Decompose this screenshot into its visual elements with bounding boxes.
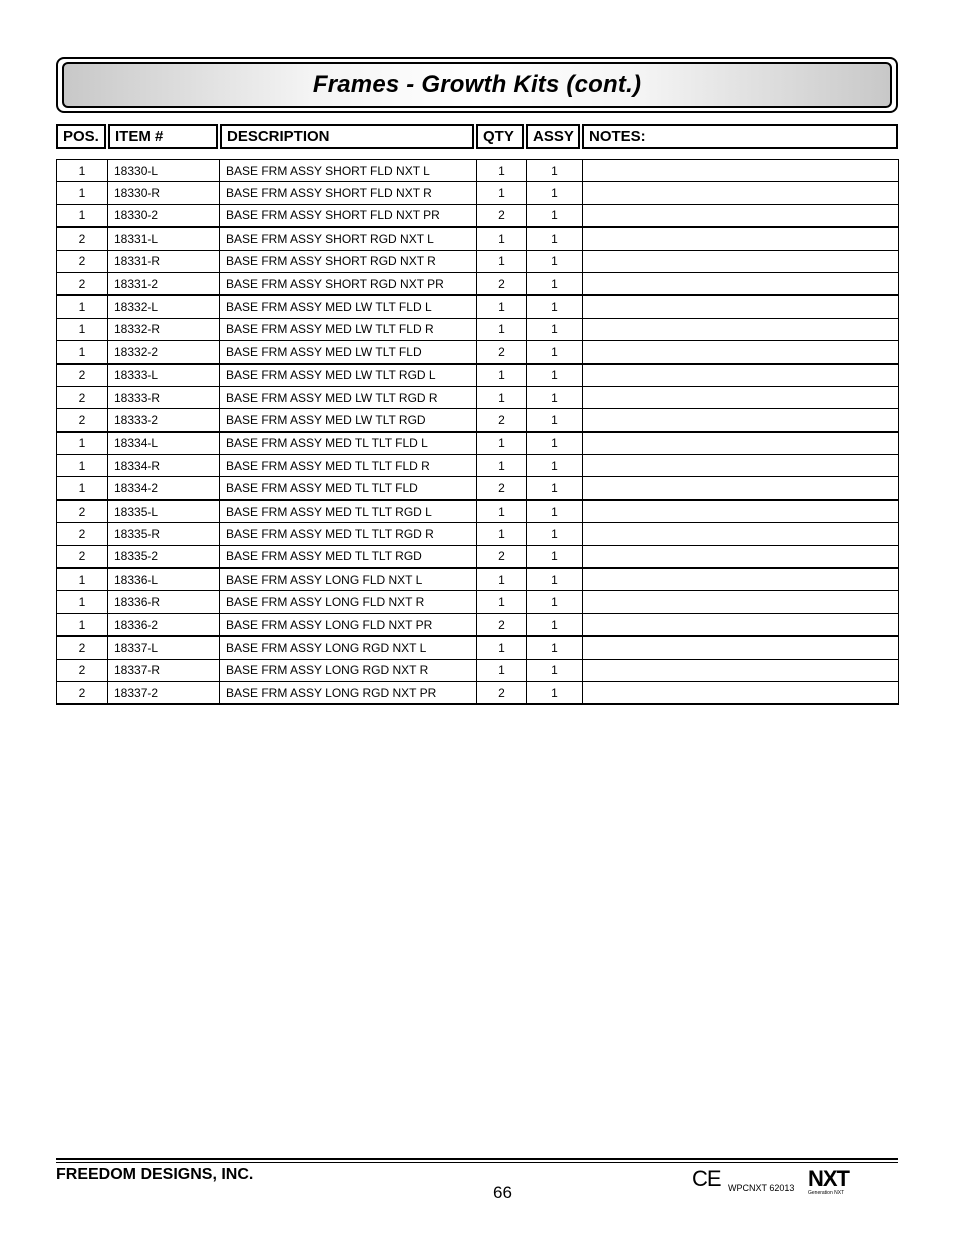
cell-qty: 1	[477, 182, 527, 204]
table-row	[57, 341, 899, 364]
table-row	[57, 681, 899, 704]
cell-description: BASE FRM ASSY LONG FLD NXT PR	[220, 613, 477, 636]
cell-description: BASE FRM ASSY SHORT RGD NXT PR	[220, 272, 477, 295]
cell-qty: 2	[477, 681, 527, 704]
cell-notes	[583, 477, 899, 500]
cell-notes	[583, 272, 899, 295]
cell-assy: 1	[527, 409, 583, 432]
cell-assy: 1	[527, 613, 583, 636]
cell-pos: 2	[57, 250, 108, 272]
company-name: FREEDOM DESIGNS, INC.	[56, 1166, 254, 1183]
cell-item: 18333-L	[108, 364, 220, 387]
cell-item: 18331-L	[108, 227, 220, 250]
cell-item: 18337-L	[108, 636, 220, 659]
cell-notes	[583, 409, 899, 432]
cell-notes	[583, 295, 899, 318]
cell-description: BASE FRM ASSY MED TL TLT FLD	[220, 477, 477, 500]
header-qty: QTY	[476, 124, 524, 149]
cell-description: BASE FRM ASSY MED LW TLT RGD	[220, 409, 477, 432]
cell-qty: 1	[477, 636, 527, 659]
cell-item: 18331-R	[108, 250, 220, 272]
cell-pos: 2	[57, 364, 108, 387]
table-row	[57, 659, 899, 681]
cell-item: 18335-L	[108, 500, 220, 523]
header-assy: ASSY	[526, 124, 580, 149]
cell-notes	[583, 386, 899, 408]
cell-qty: 1	[477, 500, 527, 523]
header-item: ITEM #	[108, 124, 218, 149]
cell-pos: 1	[57, 432, 108, 455]
cell-description: BASE FRM ASSY MED TL TLT RGD R	[220, 523, 477, 545]
table-row	[57, 160, 899, 182]
cell-pos: 1	[57, 477, 108, 500]
table-row	[57, 318, 899, 340]
table-row	[57, 568, 899, 591]
cell-item: 18334-R	[108, 455, 220, 477]
title-banner	[56, 57, 898, 113]
cell-description: BASE FRM ASSY SHORT FLD NXT PR	[220, 204, 477, 227]
cell-qty: 1	[477, 318, 527, 340]
cell-qty: 1	[477, 523, 527, 545]
cell-qty: 1	[477, 295, 527, 318]
table-row	[57, 250, 899, 272]
cell-description: BASE FRM ASSY MED LW TLT RGD R	[220, 386, 477, 408]
cell-assy: 1	[527, 659, 583, 681]
nxt-logo-subtext: Generation NXT	[808, 1190, 845, 1196]
cell-notes	[583, 545, 899, 568]
cell-assy: 1	[527, 272, 583, 295]
cell-assy: 1	[527, 432, 583, 455]
cell-pos: 1	[57, 341, 108, 364]
cell-assy: 1	[527, 295, 583, 318]
cell-pos: 2	[57, 681, 108, 704]
cell-item: 18333-R	[108, 386, 220, 408]
cell-notes	[583, 364, 899, 387]
cell-pos: 2	[57, 409, 108, 432]
parts-table-body	[57, 160, 899, 705]
cell-pos: 1	[57, 455, 108, 477]
cell-notes	[583, 523, 899, 545]
cell-pos: 2	[57, 523, 108, 545]
cell-notes	[583, 455, 899, 477]
cell-qty: 1	[477, 432, 527, 455]
cell-qty: 1	[477, 227, 527, 250]
footer-rule-thin	[56, 1162, 898, 1163]
table-row	[57, 295, 899, 318]
cell-pos: 1	[57, 568, 108, 591]
parts-table	[56, 159, 899, 705]
cell-notes	[583, 681, 899, 704]
cell-assy: 1	[527, 636, 583, 659]
cell-description: BASE FRM ASSY MED TL TLT RGD	[220, 545, 477, 568]
nxt-logo-text: NXT	[808, 1166, 849, 1191]
cell-qty: 1	[477, 160, 527, 182]
cell-item: 18335-R	[108, 523, 220, 545]
cell-assy: 1	[527, 182, 583, 204]
cell-notes	[583, 568, 899, 591]
cell-assy: 1	[527, 250, 583, 272]
cell-pos: 2	[57, 227, 108, 250]
page-number: 66	[493, 1183, 512, 1202]
cell-pos: 1	[57, 613, 108, 636]
cell-qty: 2	[477, 409, 527, 432]
cell-description: BASE FRM ASSY LONG RGD NXT L	[220, 636, 477, 659]
cell-description: BASE FRM ASSY SHORT RGD NXT R	[220, 250, 477, 272]
cell-qty: 1	[477, 568, 527, 591]
cell-description: BASE FRM ASSY MED LW TLT FLD R	[220, 318, 477, 340]
cell-assy: 1	[527, 227, 583, 250]
title-banner-inner	[62, 62, 892, 108]
cell-qty: 2	[477, 477, 527, 500]
table-row	[57, 182, 899, 204]
table-row	[57, 386, 899, 408]
cell-notes	[583, 591, 899, 613]
table-header-row	[56, 124, 898, 149]
cell-item: 18335-2	[108, 545, 220, 568]
document-code: WPCNXT 62013	[728, 1183, 795, 1193]
header-notes: NOTES:	[582, 124, 898, 149]
cell-pos: 2	[57, 500, 108, 523]
table-row	[57, 523, 899, 545]
cell-assy: 1	[527, 545, 583, 568]
cell-description: BASE FRM ASSY MED TL TLT RGD L	[220, 500, 477, 523]
cell-assy: 1	[527, 318, 583, 340]
header-description: DESCRIPTION	[220, 124, 474, 149]
cell-pos: 2	[57, 659, 108, 681]
footer-rule	[56, 1158, 898, 1160]
cell-pos: 2	[57, 272, 108, 295]
cell-description: BASE FRM ASSY MED LW TLT RGD L	[220, 364, 477, 387]
cell-assy: 1	[527, 160, 583, 182]
cell-description: BASE FRM ASSY MED TL TLT FLD L	[220, 432, 477, 455]
table-row	[57, 227, 899, 250]
cell-notes	[583, 613, 899, 636]
cell-item: 18332-R	[108, 318, 220, 340]
cell-notes	[583, 659, 899, 681]
cell-qty: 1	[477, 455, 527, 477]
cell-qty: 1	[477, 364, 527, 387]
cell-assy: 1	[527, 204, 583, 227]
cell-qty: 1	[477, 386, 527, 408]
ce-mark-icon: CE	[692, 1166, 721, 1191]
cell-description: BASE FRM ASSY MED LW TLT FLD	[220, 341, 477, 364]
cell-notes	[583, 432, 899, 455]
table-row	[57, 477, 899, 500]
nxt-logo	[808, 1168, 856, 1202]
cell-description: BASE FRM ASSY SHORT FLD NXT R	[220, 182, 477, 204]
cell-description: BASE FRM ASSY LONG FLD NXT L	[220, 568, 477, 591]
cell-pos: 1	[57, 182, 108, 204]
cell-notes	[583, 227, 899, 250]
cell-assy: 1	[527, 681, 583, 704]
table-row	[57, 613, 899, 636]
cell-notes	[583, 182, 899, 204]
cell-notes	[583, 318, 899, 340]
cell-pos: 1	[57, 591, 108, 613]
cell-description: BASE FRM ASSY LONG RGD NXT PR	[220, 681, 477, 704]
table-row	[57, 272, 899, 295]
cell-item: 18331-2	[108, 272, 220, 295]
cell-item: 18333-2	[108, 409, 220, 432]
cell-qty: 1	[477, 591, 527, 613]
cell-description: BASE FRM ASSY SHORT RGD NXT L	[220, 227, 477, 250]
cell-item: 18330-2	[108, 204, 220, 227]
table-row	[57, 204, 899, 227]
cell-assy: 1	[527, 386, 583, 408]
page-title: Frames - Growth Kits (cont.)	[312, 71, 642, 98]
cell-assy: 1	[527, 523, 583, 545]
table-row	[57, 500, 899, 523]
cell-item: 18330-R	[108, 182, 220, 204]
cell-description: BASE FRM ASSY LONG RGD NXT R	[220, 659, 477, 681]
cell-assy: 1	[527, 568, 583, 591]
cell-notes	[583, 160, 899, 182]
cell-item: 18332-L	[108, 295, 220, 318]
cell-description: BASE FRM ASSY MED LW TLT FLD L	[220, 295, 477, 318]
cell-notes	[583, 204, 899, 227]
cell-qty: 2	[477, 613, 527, 636]
cell-qty: 2	[477, 204, 527, 227]
table-row	[57, 455, 899, 477]
cell-item: 18336-2	[108, 613, 220, 636]
cell-pos: 1	[57, 295, 108, 318]
cell-item: 18337-R	[108, 659, 220, 681]
cell-assy: 1	[527, 364, 583, 387]
cell-qty: 1	[477, 250, 527, 272]
cell-qty: 1	[477, 659, 527, 681]
header-pos: POS.	[56, 124, 106, 149]
table-row	[57, 591, 899, 613]
cell-notes	[583, 341, 899, 364]
cell-item: 18330-L	[108, 160, 220, 182]
cell-pos: 1	[57, 204, 108, 227]
cell-item: 18336-L	[108, 568, 220, 591]
cell-qty: 2	[477, 341, 527, 364]
cell-assy: 1	[527, 455, 583, 477]
cell-item: 18334-L	[108, 432, 220, 455]
cell-item: 18336-R	[108, 591, 220, 613]
cell-qty: 2	[477, 272, 527, 295]
cell-notes	[583, 250, 899, 272]
cell-pos: 1	[57, 160, 108, 182]
cell-assy: 1	[527, 341, 583, 364]
cell-notes	[583, 500, 899, 523]
cell-pos: 2	[57, 636, 108, 659]
cell-qty: 2	[477, 545, 527, 568]
cell-item: 18332-2	[108, 341, 220, 364]
cell-item: 18334-2	[108, 477, 220, 500]
table-row	[57, 409, 899, 432]
cell-assy: 1	[527, 500, 583, 523]
cell-assy: 1	[527, 477, 583, 500]
cell-assy: 1	[527, 591, 583, 613]
table-row	[57, 545, 899, 568]
cell-description: BASE FRM ASSY MED TL TLT FLD R	[220, 455, 477, 477]
cell-description: BASE FRM ASSY SHORT FLD NXT L	[220, 160, 477, 182]
cell-pos: 2	[57, 545, 108, 568]
cell-notes	[583, 636, 899, 659]
table-row	[57, 432, 899, 455]
cell-pos: 2	[57, 386, 108, 408]
table-row	[57, 636, 899, 659]
cell-description: BASE FRM ASSY LONG FLD NXT R	[220, 591, 477, 613]
cell-pos: 1	[57, 318, 108, 340]
table-row	[57, 364, 899, 387]
cell-item: 18337-2	[108, 681, 220, 704]
